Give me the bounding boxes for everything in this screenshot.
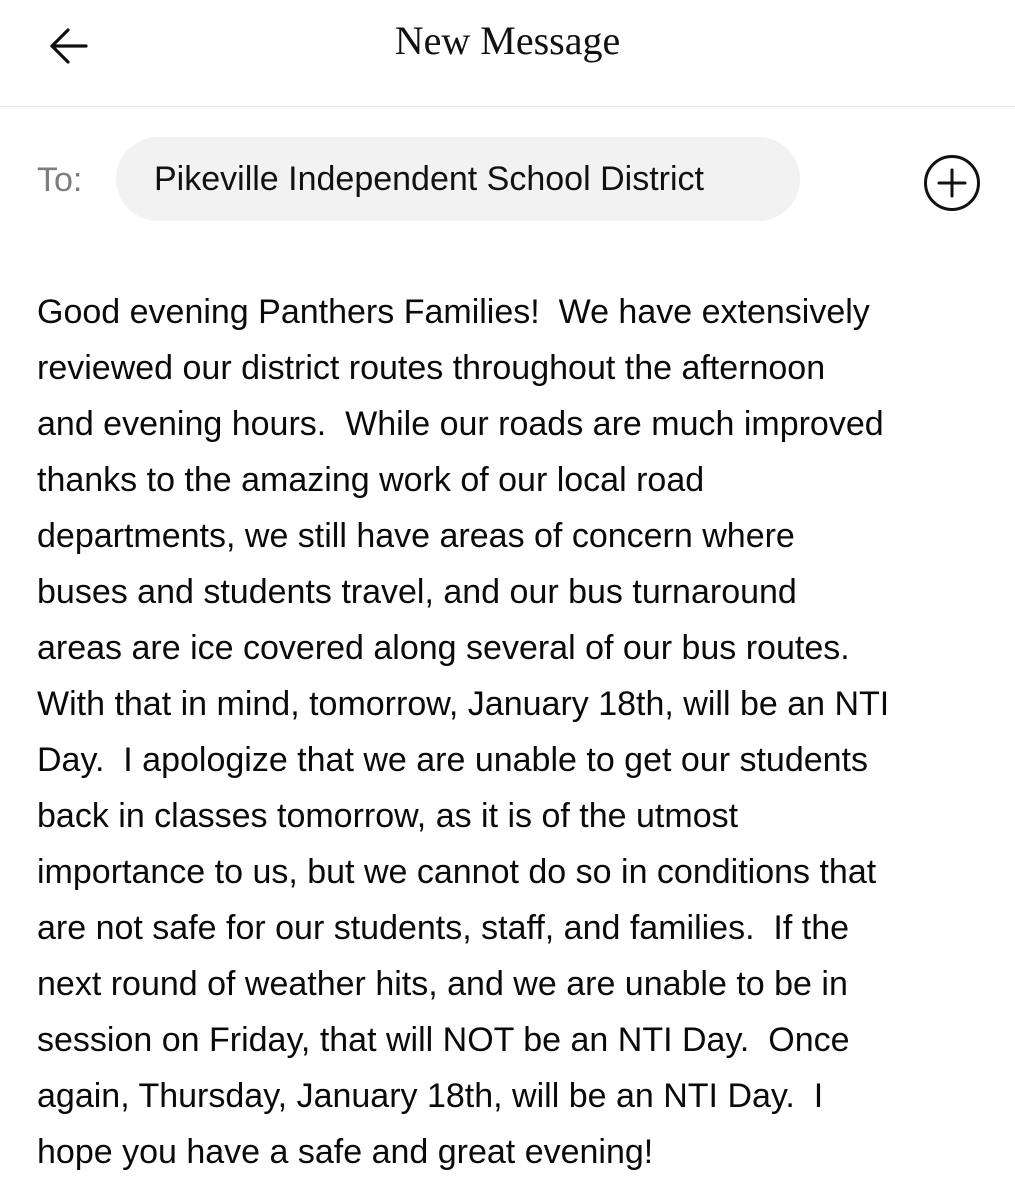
message-body[interactable]: [37, 284, 997, 1180]
message-line: back in classes tomorrow, as it is of the utmost: [37, 797, 739, 835]
message-line: Day. I apologize that we are unable to get our students: [37, 741, 869, 779]
message-line: session on Friday, that will NOT be an NTI Day. Once: [37, 1021, 850, 1059]
message-line: Good evening Panthers Families! We have extensively: [37, 293, 870, 331]
message-line: again, Thursday, January 18th, will be an NTI Day. I: [37, 1077, 824, 1115]
message-line: areas are ice covered along several of our bus routes.: [37, 629, 850, 667]
message-line: importance to us, but we cannot do so in conditions that: [37, 853, 877, 891]
message-line: buses and students travel, and our bus turnaround: [37, 573, 797, 611]
to-label: To:: [37, 161, 83, 199]
message-line: and evening hours. While our roads are much improved: [37, 405, 884, 443]
plus-circle-icon: [922, 153, 982, 213]
message-line: departments, we still have areas of concern where: [37, 517, 795, 555]
message-line: are not safe for our students, staff, and families. If the: [37, 909, 850, 947]
message-line: hope you have a safe and great evening!: [37, 1133, 654, 1171]
page-title: New Message: [394, 18, 621, 63]
add-recipient-button[interactable]: [922, 153, 982, 213]
message-line: reviewed our district routes throughout the afternoon: [37, 349, 826, 387]
header-bar: [0, 0, 1015, 107]
recipient-chip[interactable]: Pikeville Independent School District: [116, 137, 800, 221]
message-line: With that in mind, tomorrow, January 18th, will be an NTI: [37, 685, 890, 723]
message-line: thanks to the amazing work of our local road: [37, 461, 705, 499]
message-line: next round of weather hits, and we are unable to be in: [37, 965, 848, 1003]
